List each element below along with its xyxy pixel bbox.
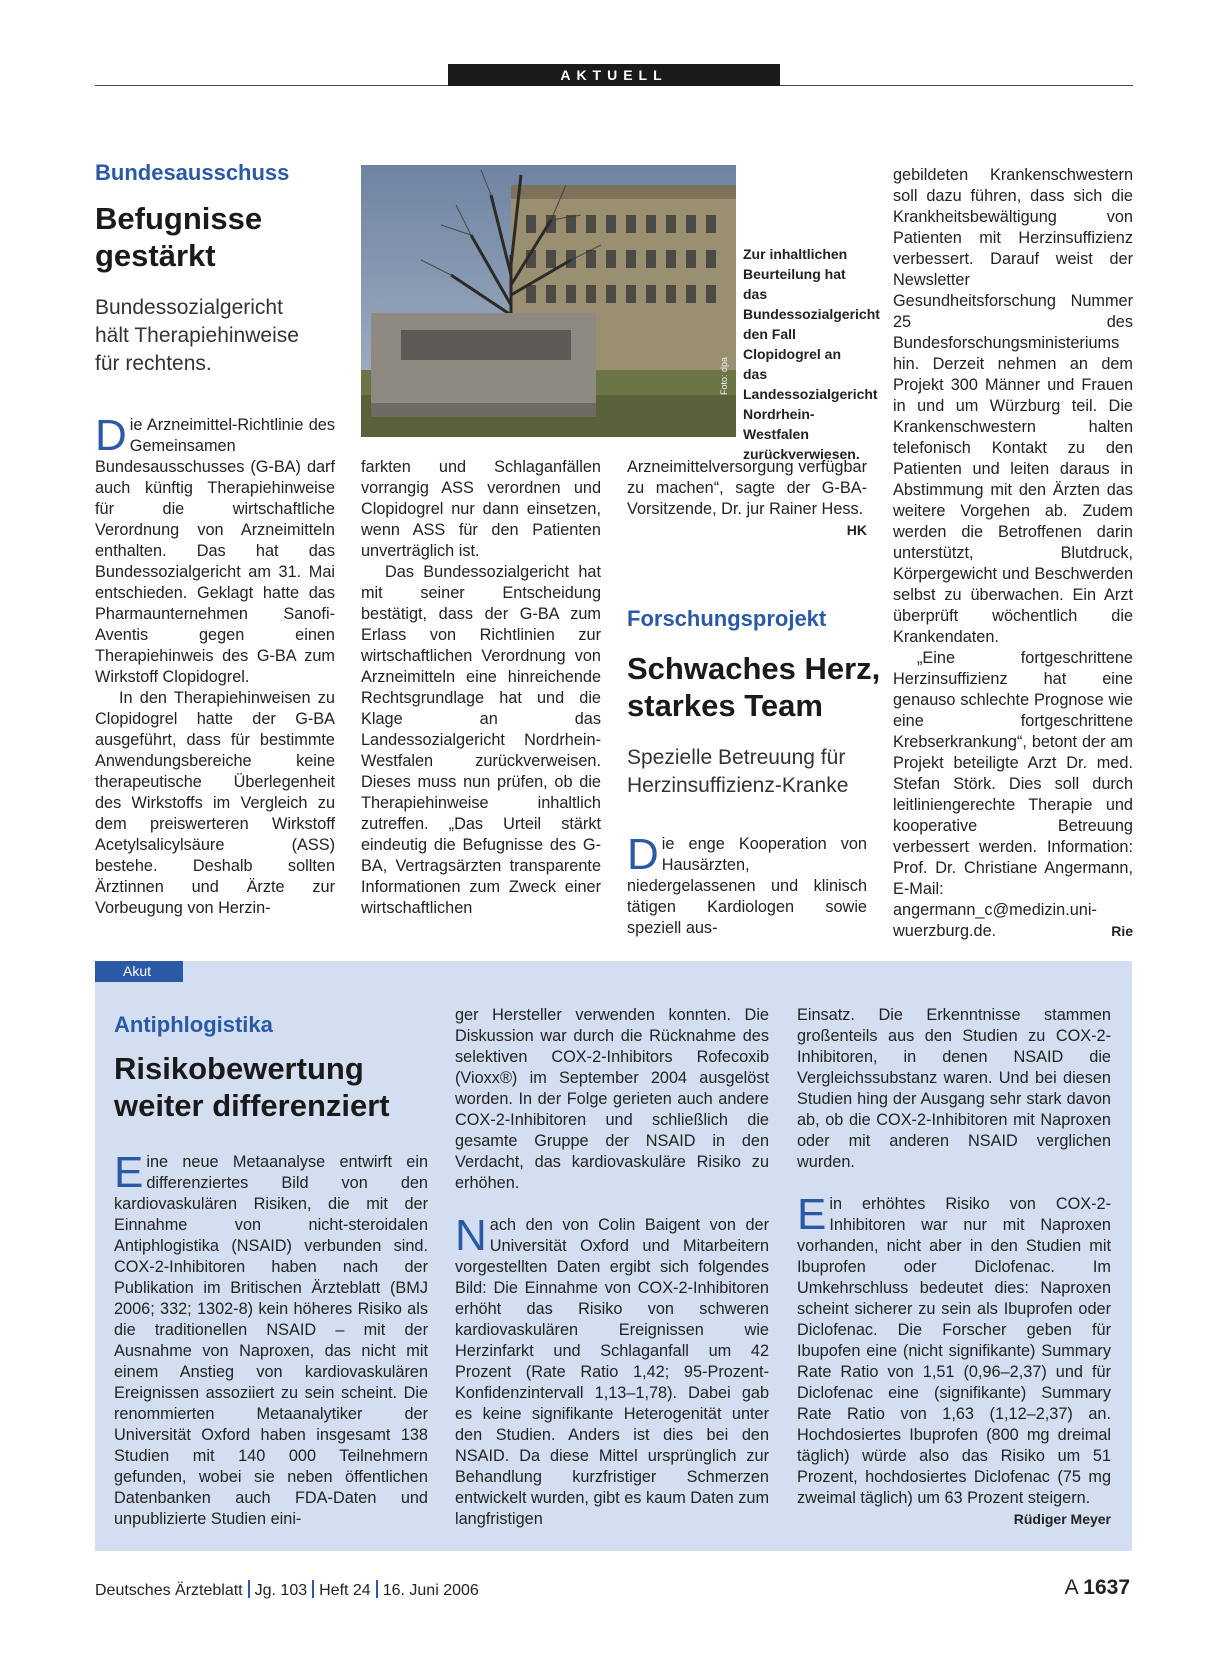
article2-col3-paragraph-1: ie enge Kooperation von Hausärzten, niedergelassenen und klinisch tätigen Kardiologen sowie speziell aus- xyxy=(627,835,867,937)
article2-deck: Spezielle Betreuung für Herzinsuffizienz-Kranke xyxy=(627,746,849,797)
box-dropcap-3: E xyxy=(797,1190,827,1239)
footer-date: 16. Juni 2006 xyxy=(382,1582,479,1599)
article2-dropcap: D xyxy=(627,830,659,879)
article1-column-2 xyxy=(361,457,601,919)
box-column-2 xyxy=(455,1005,769,1530)
box-dropcap-1: E xyxy=(114,1148,144,1197)
box-signature: Rüdiger Meyer xyxy=(1013,1511,1111,1527)
box-kicker: Antiphlogistika xyxy=(114,1012,273,1037)
article1-col2-paragraph-1: farkten und Schlaganfällen vorrangig ASS verordnen und Clopidogrel nur dann einsetzen, wenn ASS für den Patienten unverträglich ist. xyxy=(361,458,601,560)
article2-col4-paragraph-2: „Eine fortgeschrittene Herzinsuffizienz hat eine genauso schlechte Prognose wie eine fortgeschrittene Krebserkrankung“, betont der am Projekt beteiligte Arzt Dr. med. Stefan Störk. Dies soll durch leitliniengerechte Therapie und kooperative Betreuung verbessert werden. Information: Prof. Dr. Christiane Angermann, E-Mail: angermann_c@medizin.uni-wuerzburg.de. xyxy=(893,649,1133,940)
footer-citation xyxy=(95,1580,479,1600)
article1-signature: HK xyxy=(846,522,867,538)
footer-journal: Deutsches Ärzteblatt xyxy=(95,1582,243,1599)
photo-caption: Zur inhaltlichen Beurteilung hat das Bundessozialgericht den Fall Clopidogrel an das Landessozialgericht Nordrhein-Westfalen zurückverwiesen. xyxy=(743,246,880,462)
article2-column-4 xyxy=(893,165,1133,942)
article1-title xyxy=(95,200,262,274)
page-prefix: A xyxy=(1064,1576,1078,1599)
article2-title xyxy=(627,650,880,724)
article1-title-line1: Befugnisse xyxy=(95,201,263,236)
court-building-image xyxy=(361,165,736,437)
box-col3-paragraph-1: Einsatz. Die Erkenntnisse stammen großenteils aus den Studien zu COX-2-Inhibitoren, in denen NSAID die Vergleichssubstanz waren. Und bei diesen Studien hing der Ausgang sehr stark davon ab, ob die COX-2-Inhibitoren mit Naproxen oder mit anderen NSAID verglichen wurden. xyxy=(797,1006,1111,1171)
article2-col4-paragraph-1: gebildeten Krankenschwestern soll dazu führen, dass sich die Krankheitsbewältigung von Patienten mit Herzinsuffizienz verbessert. Darauf weist der Newsletter Gesundheitsforschung Nummer 25 des Bundesforschungsministeriums hin. Derzeit nehmen an dem Projekt 300 Männer und Frauen in und um Würzburg teil. Die Krankenschwestern halten telefonisch Kontakt zu den Patienten und leiten daraus in Abstimmung mit den Ärzten das weitere Vorgehen ab. Zudem werden die Betroffenen darin unterstützt, Blutdruck, Körpergewicht und Beschwerden selbst zu überwachen. Ein Arzt überprüft wöchentlich die Krankendaten. xyxy=(893,166,1133,646)
footer-volume: Jg. 103 xyxy=(254,1582,308,1599)
article2-column-3 xyxy=(627,830,867,939)
box-title-line1: Risikobewertung xyxy=(114,1051,364,1086)
box-title xyxy=(114,1050,390,1124)
box-column-1 xyxy=(114,1148,428,1530)
photo-credit: Foto: dpa xyxy=(719,356,729,395)
article1-col3-paragraph-1: Arzneimittelversorgung verfügbar zu machen“, sagte der G-BA-Vorsitzende, Dr. jur Rainer Hess. xyxy=(627,458,867,518)
footer-separator xyxy=(248,1580,250,1598)
page-number xyxy=(1065,1576,1130,1600)
box-col1-paragraph-1: ine neue Metaanalyse entwirft ein differenziertes Bild von den kardiovaskulären Risiken, die mit der Einnahme von nicht-steroidalen Antiphlogistika (NSAID) verbunden sind. COX-2-Inhibitoren haben nach der Publikation im Britischen Ärzteblatt (BMJ 2006; 332; 1302-8) kein höheres Risiko als die traditionellen NSAID – mit der Ausnahme von Naproxen, das nicht mit einem Anstieg von kardiovaskulären Ereignissen assoziiert zu sein scheint. Die renommierten Metaanalytiker der Universität Oxford haben insgesamt 138 Studien mit 140 000 Teilnehmern gefunden, wobei sie neben öffentlichen Datenbanken auch FDA-Daten und unpublizierte Studien eini- xyxy=(114,1153,428,1528)
box-dropcap-2: N xyxy=(455,1211,487,1260)
article2-signature: Rie xyxy=(1111,923,1133,939)
section-label: AKTUELL xyxy=(448,64,780,86)
page-number-value: 1637 xyxy=(1083,1576,1130,1599)
box-title-line2: weiter differenziert xyxy=(114,1088,390,1123)
article2-title-line1: Schwaches Herz, xyxy=(627,651,881,686)
box-col2-paragraph-1: ger Hersteller verwenden konnten. Die Diskussion war durch die Rücknahme des selektiven COX-2-Inhibitors Rofecoxib (Vioxx®) im September 2004 ausgelöst worden. In der Folge gerieten auch andere COX-2-Inhibitoren und schließlich die gesamte Gruppe der NSAID in den Verdacht, das kardiovaskuläre Risiko zu erhöhen. xyxy=(455,1006,769,1192)
article1-col2-paragraph-2: Das Bundessozialgericht hat mit seiner Entscheidung bestätigt, dass der G-BA zum Erlass von Richtlinien zur wirtschaftlichen Verordnung von Arzneimitteln eine hinreichende Rechtsgrundlage hat und die Klage an das Landessozialgericht Nordrhein-Westfalen zurückverweisen. Dieses muss nun prüfen, ob die Therapiehinweise inhaltlich zutreffen. „Das Urteil stärkt eindeutig die Befugnisse des G-BA, Vertragsärzten transparente Informationen zum Zweck einer wirtschaftlichen xyxy=(361,563,601,917)
footer-issue: Heft 24 xyxy=(319,1582,371,1599)
article1-col1-paragraph-2: In den Therapiehinweisen zu Clopidogrel hatte der G-BA ausgeführt, dass für bestimmte Anwendungsbereiche keine therapeutische Überlegenheit des Wirkstoffs im Vergleich zu dem preiswerteren Wirkstoff Acetylsalicylsäure (ASS) bestehe. Deshalb sollten Ärztinnen und Ärzte zur Vorbeugung von Herzin- xyxy=(95,689,335,917)
footer-separator xyxy=(376,1580,378,1598)
box-col3-paragraph-2: in erhöhtes Risiko von COX-2-Inhibitoren war nur mit Naproxen vorhanden, nicht aber in den Studien mit Ibuprofen oder Diclofenac. Im Umkehrschluss bedeutet dies: Naproxen scheint sicherer zu sein als Ibuprofen oder Diclofenac. Die Forscher geben für Ibupofen eine (nicht signifikante) Summary Rate Ratio von 1,51 (0,96–2,37) und für Diclofenac eine (signifikante) Summary Rate Ratio von 1,63 (1,12–2,37) an. Hochdosiertes Ibuprofen (800 mg dreimal täglich) würde also das Risiko um 51 Prozent, hochdosiertes Diclofenac (75 mg zweimal täglich) um 63 Prozent steigern. xyxy=(797,1195,1111,1507)
article2-kicker: Forschungsprojekt xyxy=(627,606,827,631)
article2-title-line2: starkes Team xyxy=(627,688,823,723)
box-column-3 xyxy=(797,1005,1111,1530)
akut-tag-label: Akut xyxy=(123,963,152,979)
article1-kicker: Bundesausschuss xyxy=(95,160,290,185)
article1-title-line2: gestärkt xyxy=(95,238,216,273)
box-col2-paragraph-2: ach den von Colin Baigent von der Universität Oxford und Mitarbeitern vorgestellten Daten ergibt sich folgendes Bild: Die Einnahme von COX-2-Inhibitoren erhöht das Risiko von schweren kardiovaskulären Ereignissen wie Herzinfarkt und Schlaganfall um 42 Prozent (Rate Ratio 1,42; 95-Prozent-Konfidenzintervall 1,13–1,78). Dabei gab es keine signifikante Heterogenität unter den Studien. Anders ist dies bei den NSAID. Da diese Mittel ursprünglich zur Behandlung kurzfristiger Schmerzen entwickelt wurden, gibt es kaum Daten zum langfristigen xyxy=(455,1216,770,1528)
court-building-photo xyxy=(361,165,736,437)
akut-tag xyxy=(95,961,183,982)
article1-dropcap: D xyxy=(95,411,127,460)
article1-col1-paragraph-1: ie Arzneimittel-Richtlinie des Gemeinsamen Bundesausschusses (G-BA) darf auch künftig Therapiehinweise für die wirtschaftliche Verordnung von Arzneimitteln enthalten. Das hat das Bundessozialgericht am 31. Mai entschieden. Geklagt hatte das Pharmaunternehmen Sanofi-Aventis gegen einen Therapiehinweis des G-BA zum Wirkstoff Clopidogrel. xyxy=(95,416,335,686)
article1-column-3 xyxy=(627,457,867,541)
article1-column-1 xyxy=(95,411,335,919)
footer-separator xyxy=(312,1580,314,1598)
article1-deck: Bundessozialgericht hält Therapiehinweise für rechtens. xyxy=(95,296,299,375)
